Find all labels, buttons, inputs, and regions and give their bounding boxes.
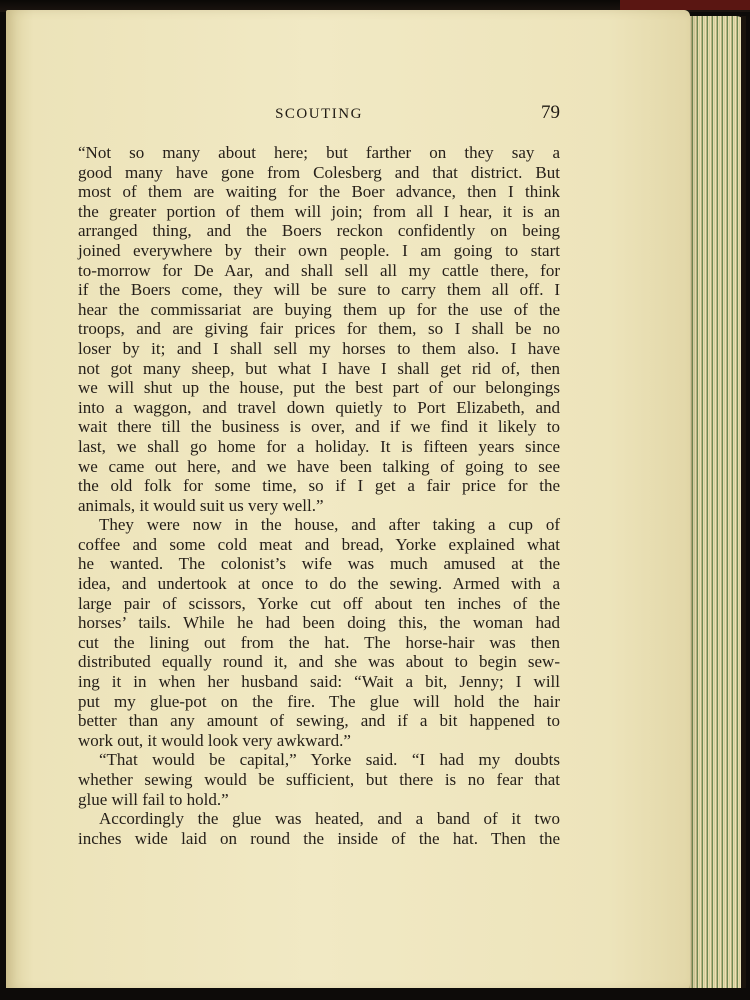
- text-line: inches wide laid on round the inside of the hat. Then the: [78, 828, 560, 848]
- bottom-shadow: [0, 988, 750, 1000]
- text-line: not got many sheep, but what I have I shall get rid of, then: [78, 358, 560, 378]
- text-line: glue will fail to hold.”: [78, 789, 229, 809]
- page-header: [78, 102, 560, 132]
- text-line: coffee and some cold meat and bread, Yorke explained what: [78, 534, 560, 554]
- text-line: arranged thing, and the Boers reckon confidently on being: [78, 221, 560, 241]
- page-number: 79: [541, 102, 560, 123]
- text-line: Accordingly the glue was heated, and a band of it two: [99, 809, 560, 829]
- text-line: the greater portion of them will join; from all I hear, it is an: [78, 201, 560, 221]
- text-line: we came out here, and we have been talking of going to see: [78, 456, 560, 476]
- text-line: large pair of scissors, Yorke cut off about ten inches of the: [78, 593, 560, 613]
- text-line: troops, and are giving fair prices for them, so I shall be no: [78, 319, 560, 339]
- page-block-edges: [684, 16, 746, 988]
- text-line: cut the lining out from the hat. The horse-hair was then: [78, 632, 560, 652]
- text-line: whether sewing would be sufficient, but there is no fear that: [78, 770, 560, 789]
- running-head: SCOUTING: [275, 106, 363, 122]
- text-line: wait there till the business is over, and if we find it likely to: [78, 417, 560, 437]
- text-line: better than any amount of sewing, and if a bit happened to: [78, 711, 560, 731]
- text-line: last, we shall go home for a holiday. It is fifteen years since: [78, 436, 560, 456]
- text-line: ing it in when her husband said: “Wait a bit, Jenny; I will: [78, 672, 560, 692]
- text-line: distributed equally round it, and she was about to begin sew-: [78, 652, 560, 672]
- text-line: animals, it would suit us very well.”: [78, 495, 324, 515]
- text-line: horses’ tails. While he had been doing this, the woman had: [78, 613, 560, 633]
- text-line: work out, it would look very awkward.”: [78, 730, 351, 750]
- text-line: “That would be capital,” Yorke said. “I had my doubts: [99, 750, 560, 770]
- text-line: They were now in the house, and after taking a cup of: [99, 515, 560, 535]
- text-line: if the Boers come, they will be sure to carry them all off. I: [78, 280, 560, 300]
- text-line: idea, and undertook at once to do the sewing. Armed with a: [78, 574, 560, 594]
- text-line: good many have gone from Colesberg and that district. But: [78, 162, 560, 182]
- text-line: he wanted. The colonist’s wife was much amused at the: [78, 554, 560, 574]
- text-line: “Not so many about here; but farther on they say a: [78, 143, 560, 162]
- text-line: loser by it; and I shall sell my horses to them also. I have: [78, 338, 560, 358]
- cover-edge: [620, 0, 750, 10]
- text-line: the old folk for some time, so if I get a fair price for the: [78, 476, 560, 496]
- text-line: we will shut up the house, put the best part of our belongings: [78, 378, 560, 398]
- text-line: to-morrow for De Aar, and shall sell all my cattle there, for: [78, 260, 560, 280]
- text-line: put my glue-pot on the fire. The glue will hold the hair: [78, 691, 560, 711]
- text-line: hear the commissariat are buying them up for the use of the: [78, 299, 560, 319]
- text-line: most of them are waiting for the Boer advance, then I think: [78, 182, 560, 202]
- body-text: [78, 143, 560, 848]
- text-line: into a waggon, and travel down quietly to Port Elizabeth, and: [78, 397, 560, 417]
- text-line: joined everywhere by their own people. I am going to start: [78, 240, 560, 260]
